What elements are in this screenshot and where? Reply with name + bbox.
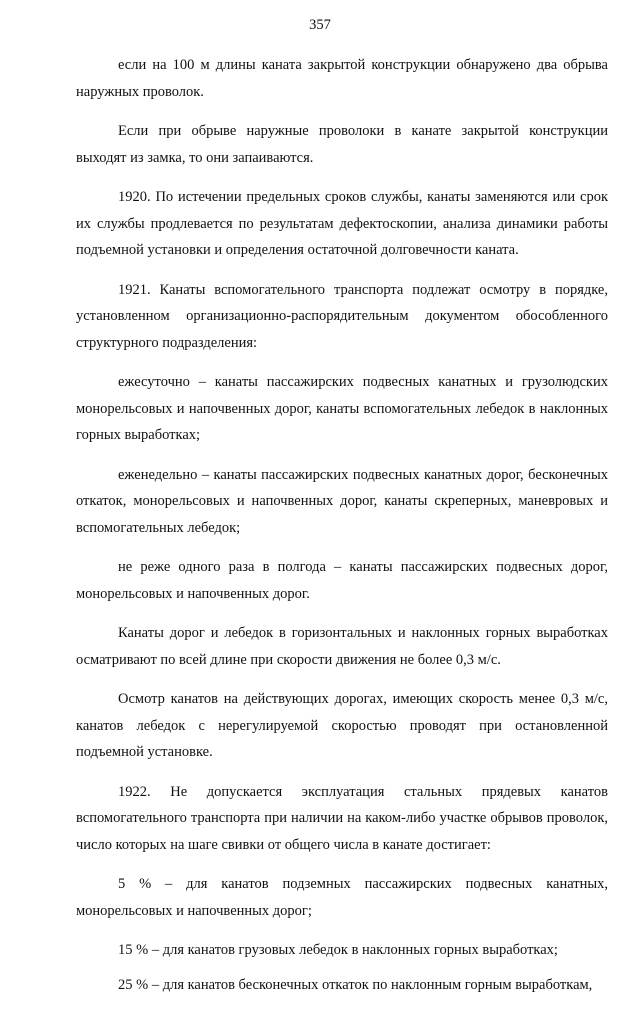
paragraph-1: если на 100 м длины каната закрытой конструкции обнаружено два обрыва наружных проволок. <box>76 57 608 100</box>
paragraph-1920: 1920. По истечении предельных сроков службы, канаты заменяются или срок их службы продлевается по результатам дефектоскопии, анализа динамики работы подъемной установки и определения остаточной долговечности каната. <box>76 189 608 258</box>
paragraph-weekly: еженедельно – канаты пассажирских подвесных канатных дорог, бесконечных откаток, монорельсовых и напочвенных дорог, канаты скреперных, маневровых и вспомогательных лебедок; <box>76 466 608 536</box>
paragraph-1921: 1921. Канаты вспомогательного транспорта подлежат осмотру в порядке, установленном организационно-распорядительным документом обособленного структурного подразделения: <box>76 281 608 351</box>
paragraph-2: Если при обрыве наружные проволоки в канате закрытой конструкции выходят из замка, то они запаиваются. <box>76 123 608 166</box>
paragraph-1922: 1922. Не допускается эксплуатация стальных прядевых канатов вспомогательного транспорта при наличии на каком-либо участке обрывов проволок, число которых на шаге свивки от общего числа в канате достигает: <box>76 783 608 853</box>
paragraph-5-percent: 5 % – для канатов подземных пассажирских подвесных канатных, монорельсовых и напочвенных дорог; <box>76 876 608 919</box>
paragraph-inspection-stopped: Осмотр канатов на действующих дорогах, имеющих скорость менее 0,3 м/с, канатов лебедок с нерегулируемой скоростью проводят при остановленной подъемной установке. <box>76 691 608 760</box>
page-body <box>76 52 608 1011</box>
page-number: 357 <box>309 17 331 33</box>
paragraph-25-percent: 25 % – для канатов бесконечных откаток по наклонным горным выработкам, <box>118 976 593 993</box>
paragraph-half-year: не реже одного раза в полгода – канаты пассажирских подвесных дорог, монорельсовых и напочвенных дорог. <box>76 559 608 602</box>
paragraph-inspection-speed: Канаты дорог и лебедок в горизонтальных и наклонных горных выработках осматривают по всей длине при скорости движения не более 0,3 м/с. <box>76 625 608 668</box>
paragraph-daily: ежесуточно – канаты пассажирских подвесных канатных и грузолюдских монорельсовых и напочвенных дорог, канаты вспомогательных лебедок в наклонных горных выработках; <box>76 374 608 443</box>
paragraph-15-percent: 15 % – для канатов грузовых лебедок в наклонных горных выработках; <box>118 942 558 958</box>
